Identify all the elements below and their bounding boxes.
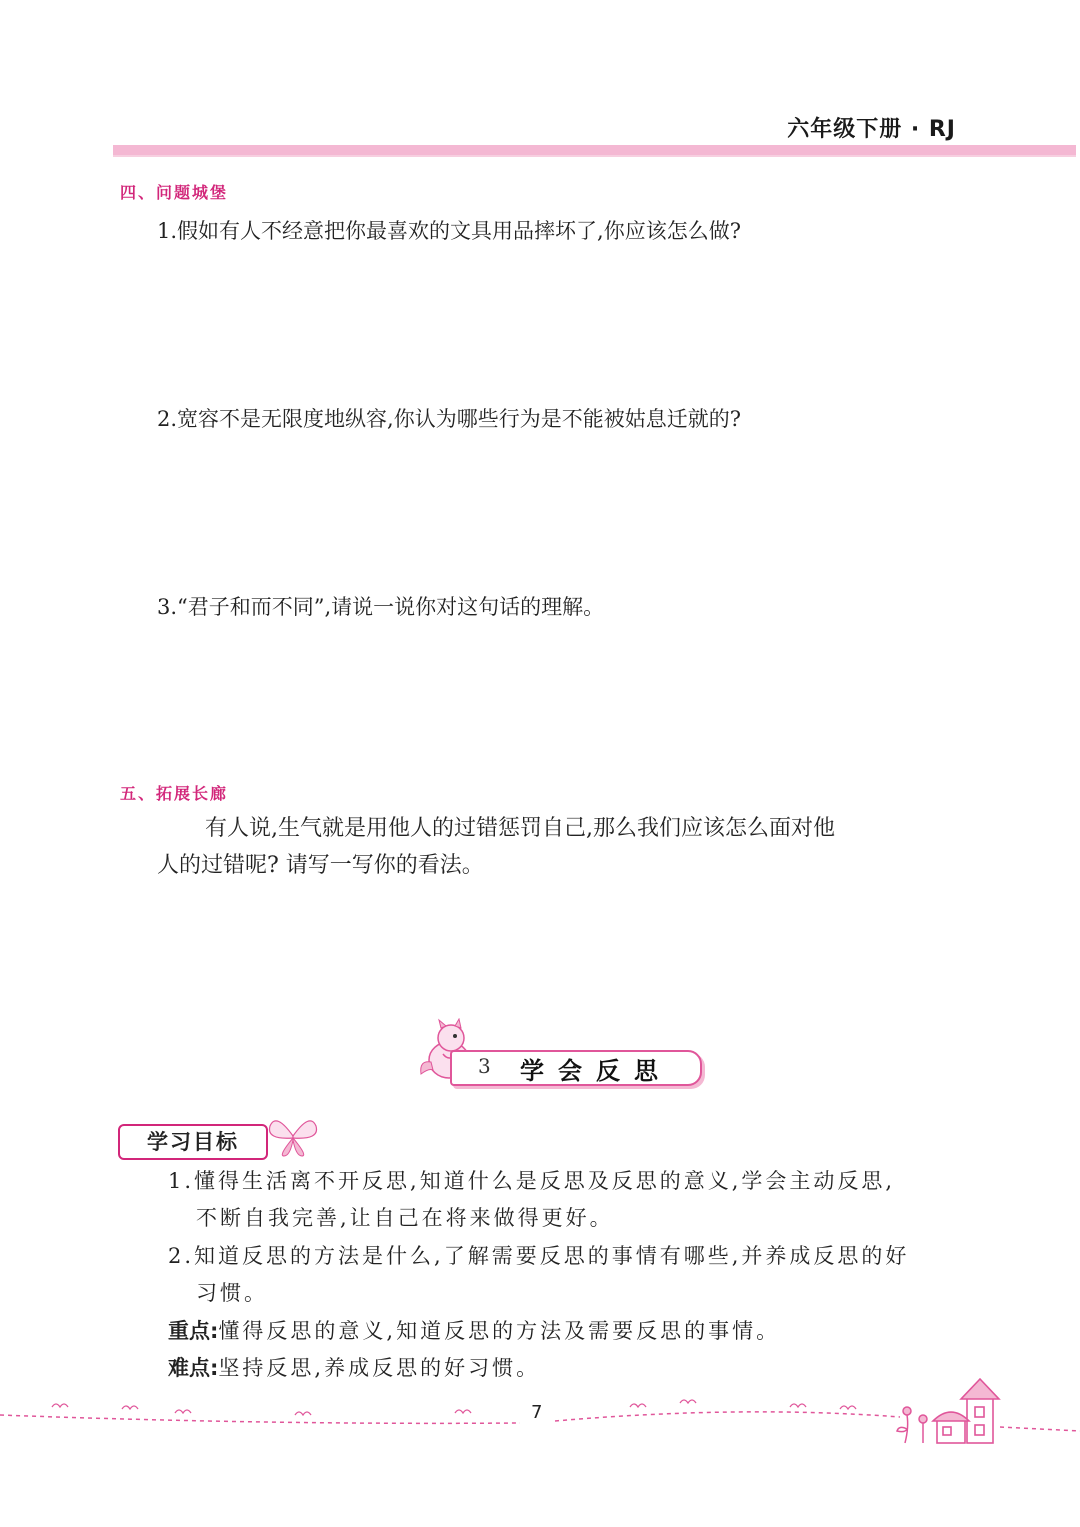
section-title-extension: 五、拓展长廊 [120, 784, 229, 803]
difficulty-label: 难点: [168, 1356, 219, 1380]
header-title: 六年级下册 · RJ [787, 117, 956, 142]
objectives-tag: 学习目标 [118, 1124, 268, 1160]
difficulty-text: 坚持反思,养成反思的好习惯。 [218, 1356, 541, 1380]
section-title-questions: 四、问题城堡 [120, 183, 229, 202]
house-icon [895, 1375, 1005, 1447]
question-3: 3.“君子和而不同”,请说一说你对这句话的理解。 [157, 595, 605, 619]
key-point-label: 重点: [168, 1319, 219, 1343]
header-rule [113, 145, 1076, 157]
question-1: 1.假如有人不经意把你最喜欢的文具用品摔坏了,你应该怎么做? [157, 219, 741, 243]
objective-1-line-1: 1.懂得生活离不开反思,知道什么是反思及反思的意义,学会主动反思, [168, 1169, 896, 1193]
lesson-title: 学会反思 [520, 1057, 672, 1085]
butterfly-icon [266, 1112, 320, 1158]
difficulty-point [168, 1350, 540, 1387]
lesson-number: 3 [478, 1054, 491, 1078]
objective-1-line-2: 不断自我完善,让自己在将来做得更好。 [196, 1206, 614, 1230]
key-point [168, 1313, 780, 1350]
flower-icon [897, 1407, 927, 1443]
page-number: 7 [531, 1402, 543, 1423]
extension-line-1: 有人说,生气就是用他人的过错惩罚自己,那么我们应该怎么面对他 [205, 816, 835, 841]
objective-2-line-1: 2.知道反思的方法是什么,了解需要反思的事情有哪些,并养成反思的好 [168, 1244, 910, 1268]
key-point-text: 懂得反思的意义,知道反思的方法及需要反思的事情。 [218, 1319, 781, 1343]
objective-2-line-2: 习惯。 [196, 1281, 268, 1305]
question-2: 2.宽容不是无限度地纵容,你认为哪些行为是不能被姑息迁就的? [157, 407, 741, 431]
extension-line-2: 人的过错呢? 请写一写你的看法。 [157, 853, 484, 878]
